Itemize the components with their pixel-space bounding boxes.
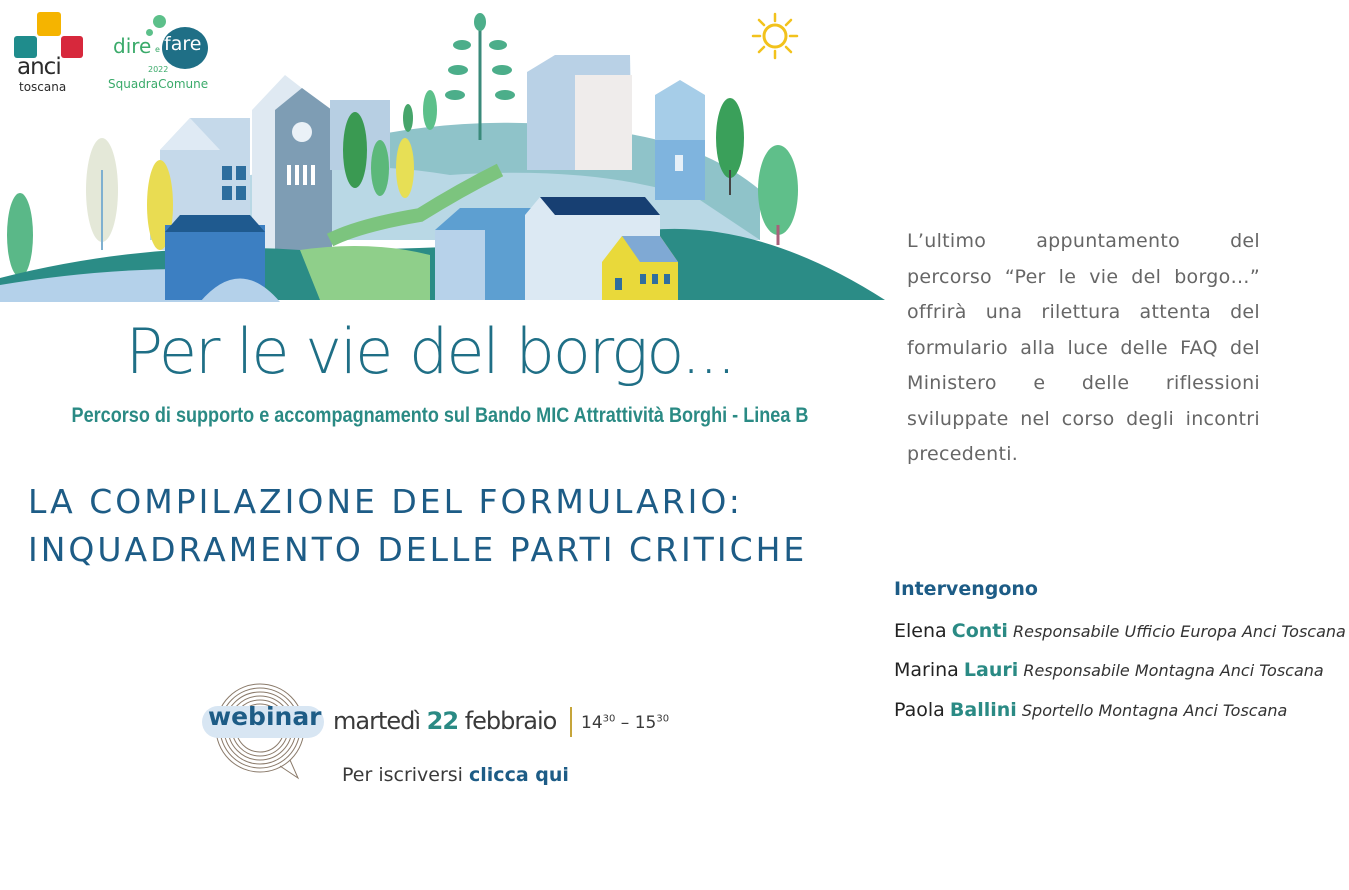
fare-text: fare [164, 33, 202, 55]
event-headline [28, 478, 878, 574]
dire-text: dire [113, 34, 152, 58]
sun-icon [753, 14, 797, 58]
e-text: e [155, 45, 160, 54]
anci-logo-subtext: toscana [19, 80, 67, 94]
logo-year: 2022 [148, 65, 169, 74]
building-right [655, 80, 705, 200]
speaker-last-name: Conti [951, 620, 1008, 642]
event-date [333, 707, 556, 735]
dire-e-fare-logo [108, 15, 223, 95]
speaker-first-name: Marina [894, 659, 959, 681]
speaker-role: Responsabile Montagna Anci Toscana [1023, 661, 1324, 680]
speaker-item [894, 699, 1287, 721]
speaker-item [894, 659, 1324, 681]
time-end-min: 30 [656, 713, 670, 725]
webinar-label: webinar [208, 702, 322, 731]
webinar-info [200, 680, 720, 790]
signup-link[interactable]: clicca qui [469, 764, 569, 786]
speakers-heading: Intervengono [894, 578, 1038, 600]
headline-line-1: LA COMPILAZIONE DEL FORMULARIO: [28, 482, 743, 521]
headline-line-2: INQUADRAMENTO DELLE PARTI CRITICHE [28, 530, 808, 569]
speaker-item [894, 620, 1346, 642]
event-time [581, 713, 669, 733]
anci-logo-text: anci [17, 54, 61, 80]
event-weekday: martedì [333, 707, 421, 735]
speaker-role: Responsabile Ufficio Europa Anci Toscana [1012, 622, 1346, 641]
time-end-hour: 15 [634, 713, 657, 733]
bell-tower [252, 75, 332, 250]
time-dash: – [615, 713, 635, 733]
speaker-first-name: Elena [894, 620, 947, 642]
speaker-first-name: Paola [894, 699, 945, 721]
page-title: Per le vie del borgo... [125, 315, 735, 388]
time-start-min: 30 [602, 713, 616, 725]
anci-toscana-logo [10, 10, 90, 95]
signup-prefix: Per iscriversi [342, 764, 463, 786]
building-back [527, 55, 632, 170]
event-description: L’ultimo appuntamento del percorso “Per le vie del borgo…” offrirà una rilettura attenta del formulario alla luce delle FAQ del Ministero e delle riflessioni sviluppate nel corso degli incontri precedenti. [907, 230, 1260, 465]
speaker-role: Sportello Montagna Anci Toscana [1021, 701, 1288, 720]
event-month: febbraio [464, 707, 557, 735]
time-start-hour: 14 [581, 713, 603, 733]
page-subtitle: Percorso di supporto e accompagnamento sul Bando MIC Attrattività Borghi - Linea B [71, 404, 809, 427]
date-separator [570, 707, 572, 737]
event-day: 22 [426, 707, 459, 735]
speaker-last-name: Ballini [949, 699, 1017, 721]
logo-tagline: SquadraComune [108, 77, 209, 91]
speaker-last-name: Lauri [963, 659, 1019, 681]
signup-line [342, 764, 569, 786]
